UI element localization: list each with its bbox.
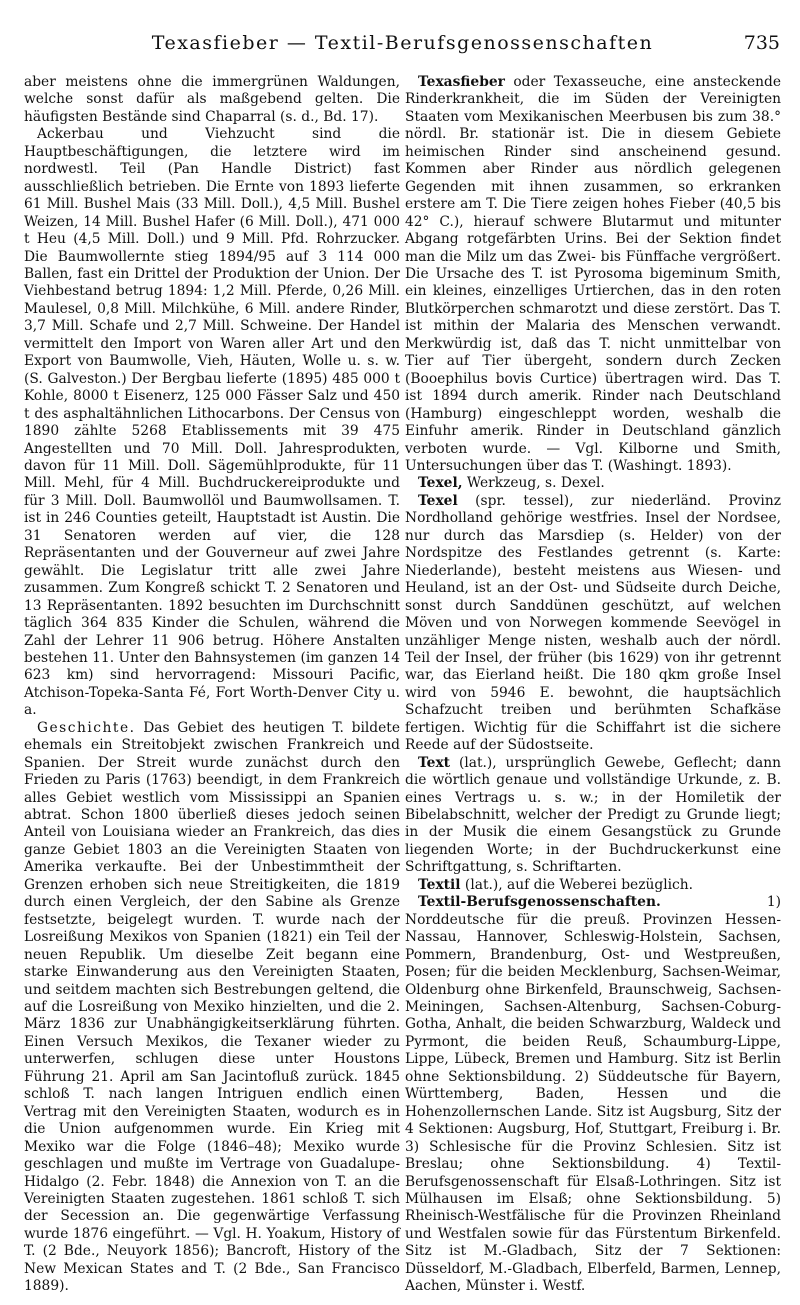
entry-texel-island <box>405 493 781 755</box>
page-header <box>25 30 780 62</box>
entry-text-texel-tool: Werkzeug, s. Dexel. <box>462 475 605 492</box>
entry-texasfieber <box>405 74 781 475</box>
running-title: Texasfieber — Textil-Berufsgenossenschaften <box>151 32 654 54</box>
paragraph-vegetation: aber meistens ohne die immergrünen Waldungen, welche sonst dafür als maßgebend gelten. Die häufigsten Bestände sind Chaparral (s. d., Bd. 17). <box>24 74 400 125</box>
headword-texel-tool: Texel, <box>418 475 463 492</box>
history-heading: Geschichte. <box>37 719 136 736</box>
paragraph-economy: Ackerbau und Viehzucht sind die Hauptbeschäftigungen, die letztere wird im nordwestl. Teil (Pan Handle District) fast ausschließlich betrieben. Die Ernte von 1893 lieferte 61 Mill. Bushel Mais (33 Mill. Doll.), 4,5 Mill. Bushel Weizen, 14 Mill. Bushel Hafer (6 Mill. Doll.), 471 000 t Heu (4,5 Mill. Doll.) und 9 Mill. Pfd. Rohrzucker. Die Baumwollernte stieg 1894/95 auf 3 114 000 Ballen, fast ein Drittel der Produktion der Union. Der Viehbestand betrug 1894: 1,2 Mill. Pferde, 0,26 Mill. Maulesel, 0,8 Mill. Milchkühe, 6 Mill. andere Rinder, 3,7 Mill. Schafe und 2,7 Mill. Schweine. Der Handel vermittelt den Import von Waren aller Art und den Export von Baumwolle, Vieh, Häuten, Wolle u. s. w. (S. Galveston.) Der Bergbau lieferte (1895) 485 000 t Kohle, 8000 t Eisenerz, 125 000 Fässer Salz und 450 t des asphaltähnlichen Lithocarbons. Der Census von 1890 zählte 5268 Etablissements mit 39 475 Angestellten und 70 Mill. Doll. Jahresprodukten, davon für 11 Mill. Doll. Sägemühlprodukte, für 11 Mill. Mehl, für 4 Mill. Buchdruckereiprodukte und für 3 Mill. Doll. Baumwollöl und Baumwollsamen. T. ist in 246 Counties geteilt, Hauptstadt ist Austin. Die 31 Senatoren werden auf vier, die 128 Repräsentanten und der Gouverneur auf zwei Jahre gewählt. Die Legislatur tritt alle zwei Jahre zusammen. Zum Kongreß schickt T. 2 Senatoren und 13 Repräsentanten. 1892 besuchten im Durchschnitt täglich 364 835 Kinder die Schulen, während die Zahl der Lehrer 11 906 betrug. Höhere Anstalten bestehen 11. Unter den Bahnsystemen (im ganzen 14 623 km) sind hervorragend: Missouri Pacific, Atchison-Topeka-Santa Fé, Fort Worth-Denver City u. a. <box>24 126 400 719</box>
entry-text <box>405 755 781 877</box>
left-column <box>24 74 400 1296</box>
headword-texasfieber: Texasfieber <box>418 74 505 90</box>
headword-textil: Textil <box>418 876 461 893</box>
headword-texel-island: Texel <box>418 492 458 509</box>
headword-textil-berufsgenossenschaften: Textil-Berufsgenossenschaften. <box>418 894 661 911</box>
paragraph-history <box>24 720 400 1296</box>
entry-texel-tool <box>405 475 781 492</box>
entry-text-texel-island: (spr. tessel), zur niederländ. Provinz Nordholland gehörige westfries. Insel der Nordsee, nur durch das Marsdiep (s. Helder) von der Nordspitze des Festlandes getrennt (s. Karte: Niederlande), besteht meistens aus Wiesen- und Heuland, ist an der Ost- und Südseite durch Deiche, sonst durch Sanddünen geschützt, auf welchen Möven und von Norwegen kommende Seevögel in unzähliger Menge nisten, weshalb auch der nördl. Teil der Insel, der früher (bis 1629) von ihr getrennt war, das Eierland heißt. Die 180 qkm große Insel wird von 5946 E. bewohnt, die hauptsächlich Schafzucht treiben und berühmten Schafkäse fertigen. Wichtig für die Schiffahrt ist die sichere Reede auf der Südostseite. <box>405 492 781 754</box>
entry-text-textil: (lat.), auf die Weberei bezüglich. <box>460 876 694 893</box>
right-column <box>405 74 781 1296</box>
entry-textil <box>405 877 781 894</box>
entry-textil-berufsgenossenschaften <box>405 894 781 1295</box>
page-number: 735 <box>743 32 780 54</box>
headword-text: Text <box>418 754 451 771</box>
history-text: Das Gebiet des heutigen T. bildete ehemals ein Streitobjekt zwischen Frankreich und Spanien. Der Streit wurde zunächst durch den Frieden zu Paris (1763) beendigt, in dem Frankreich alles Gebiet westlich vom Mississippi an Spanien abtrat. Schon 1800 überließ dieses jedoch seinen Anteil von Louisiana wieder an Frankreich, das dies ganze Gebiet 1803 an die Vereinigten Staaten von Amerika verkaufte. Bei der Unbestimmtheit der Grenzen erhoben sich neue Streitigkeiten, die 1819 durch einen Vergleich, der den Sabine als Grenze festsetzte, beigelegt wurden. T. wurde nach der Losreißung Mexikos von Spanien (1821) ein Teil der neuen Republik. Um dieselbe Zeit begann eine starke Einwanderung aus den Vereinigten Staaten, und seitdem machten sich Bestrebungen geltend, die auf die Losreißung von Mexiko hinzielten, und die 2. März 1836 zur Unabhängigkeitserklärung führten. Einen Versuch Mexikos, die Texaner wieder zu unterwerfen, schlugen diese unter Houstons Führung 21. April am San Jacintofluß zurück. 1845 schloß T. nach langen Intriguen endlich einen Vertrag mit den Vereinigten Staaten, wodurch es in die Union aufgenommen wurde. Ein Krieg mit Mexiko war die Folge (1846–48); Mexiko wurde geschlagen und mußte im Vertrage von Guadalupe-Hidalgo (2. Febr. 1848) die Annexion von T. an die Vereinigten Staaten zugestehen. 1861 schloß T. sich der Secession an. Die gegenwärtige Verfassung wurde 1876 eingeführt. — Vgl. H. Yoakum, History of T. (2 Bde., Neuyork 1856); Bancroft, History of the New Mexican States and T. (2 Bde., San Francisco 1889). <box>24 719 400 1295</box>
entry-text-textil-berufsgenossenschaften: 1) Norddeutsche für die preuß. Provinzen Hessen-Nassau, Hannover, Schleswig-Holstein, Sachsen, Pommern, Brandenburg, Ost- und Westpreußen, Posen; für die beiden Mecklenburg, Sachsen-Weimar, Oldenburg ohne Birkenfeld, Braunschweig, Sachsen-Meiningen, Sachsen-Altenburg, Sachsen-Coburg-Gotha, Anhalt, die beiden Schwarzburg, Waldeck und Pyrmont, die beiden Reuß, Schaumburg-Lippe, Lippe, Lübeck, Bremen und Hamburg. Sitz ist Berlin ohne Sektionsbildung. 2) Süddeutsche für Bayern, Württemberg, Baden, Hessen und die Hohenzollernschen Lande. Sitz ist Augsburg, Sitz der 4 Sektionen: Augsburg, Hof, Stuttgart, Freiburg i. Br. 3) Schlesische für die Provinz Schlesien. Sitz ist Breslau; ohne Sektionsbildung. 4) Textil-Berufsgenossenschaft für Elsaß-Lothringen. Sitz ist Mülhausen im Elsaß; ohne Sektionsbildung. 5) Rheinisch-Westfälische für die Provinzen Rheinland und Westfalen sowie für das Fürstentum Birkenfeld. Sitz ist M.-Gladbach, Sitz der 7 Sektionen: Düsseldorf, M.-Gladbach, Elberfeld, Barmen, Lennep, Aachen, Münster i. Westf. <box>405 894 781 1295</box>
entry-text-texasfieber: oder Texasseuche, eine ansteckende Rinderkrankheit, die im Süden der Vereinigten Staaten vom Mexikanischen Meerbusen bis zum 38.° nördl. Br. stationär ist. Die in diesem Gebiete heimischen Rinder sind anscheinend gesund. Kommen aber Rinder aus nördlich gelegenen Gegenden mit ihnen zusammen, so erkranken erstere am T. Die Tiere zeigen hohes Fieber (40,5 bis 42° C.), hierauf schwere Blutarmut und mitunter Abgang rotgefärbten Urins. Bei der Sektion findet man die Milz um das Zwei- bis Fünffache vergrößert. Die Ursache des T. ist Pyrosoma bigeminum Smith, ein kleines, einzelliges Urtierchen, das in den roten Blutkörperchen schmarotzt und diese zerstört. Das T. ist mithin der Malaria des Menschen verwandt. Merkwürdig ist, daß das T. nicht unmittelbar von Tier auf Tier übergeht, sondern durch Zecken (Booephilus bovis Curtice) übertragen wird. Das T. ist 1894 durch amerik. Rinder nach Deutschland (Hamburg) eingeschleppt worden, weshalb die Einfuhr amerik. Rinder in Deutschland gänzlich verboten wurde. — Vgl. Kilborne und Smith, Untersuchungen über das T. (Washingt. 1893). <box>405 74 781 474</box>
entry-text-text: (lat.), ursprünglich Gewebe, Geflecht; dann die wörtlich genaue und vollständige Urkunde, z. B. eines Vertrags u. s. w.; in der Homiletik der Bibelabschnitt, welcher der Predigt zu Grunde liegt; in der Musik die einem Gesangstück zu Grunde liegenden Worte; in der Buchdruckerkunst eine Schriftgattung, s. Schriftarten. <box>405 754 781 876</box>
